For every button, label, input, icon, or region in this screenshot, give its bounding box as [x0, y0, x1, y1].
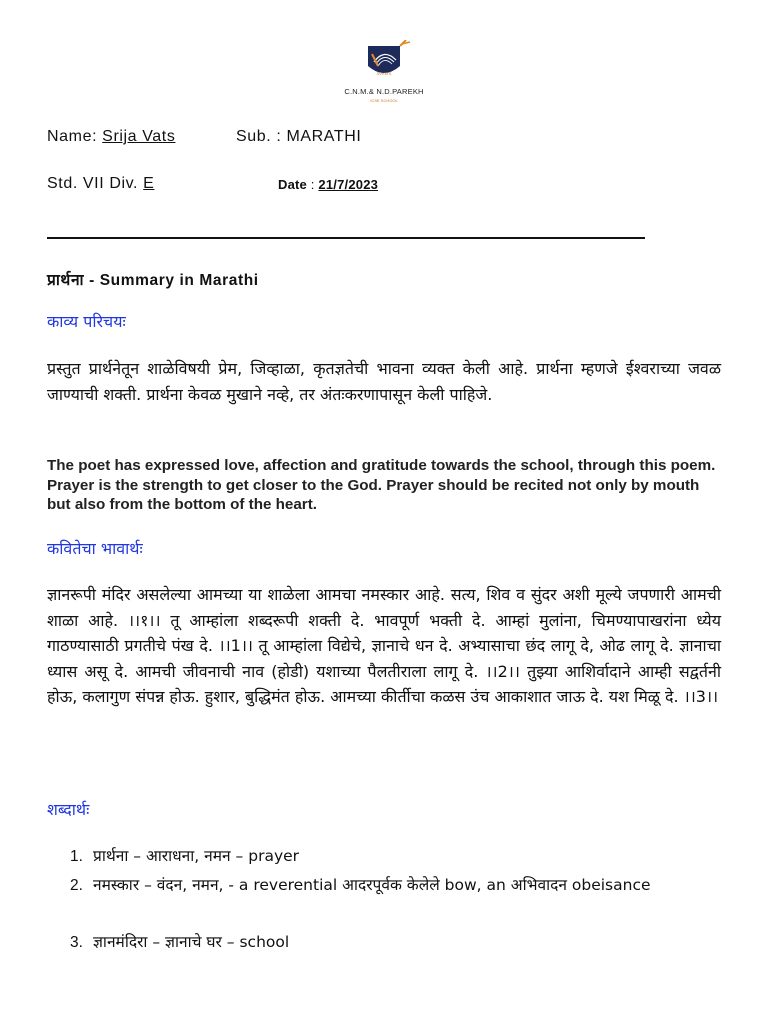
- std-row: [47, 175, 154, 193]
- list-text: नमस्कार – वंदन, नमन, - a reverential आदरपूर्वक केलेले bow, an अभिवादन obeisance: [93, 876, 651, 894]
- intro-english-text: The poet has expressed love, affection and gratitude towards the school, through this poem. Prayer is the strength to get closer to the God. Prayer should be recited not only by mouth but also from the bottom of the heart.: [47, 457, 716, 513]
- school-logo: [338, 40, 430, 104]
- list-number: 3.: [70, 934, 83, 951]
- title-marathi: प्रार्थना: [47, 271, 85, 289]
- meaning-text: ज्ञानरूपी मंदिर असलेल्या आमच्या या शाळेला आमचा नमस्कार आहे. सत्य, शिव व सुंदर अशी मूल्ये जपणारी आमची शाळा आहे. ।।१।। तू आम्हांला शब्दरूपी शक्ती दे. भावपूर्ण भक्ती दे. आम्हां मुलांना, चिमण्यापाखरांना ध्येय गाठण्यासाठी प्रगतीचे पंख दे. ।।1।। तू आम्हांला विद्येचे, ज्ञानाचे धन दे. अभ्यासाचा छंद लागू दे, ओढ लागू दे. ज्ञानाचा ध्यास असू दे. आमची जीवनाची नाव (होडी) यशाच्या पैलतीराला लागू दे. ।।2।। तुझ्या आशिर्वादाने आम्ही सद्वर्तनी होऊ, कलागुण संपन्न होऊ. हुशार, बुद्धिमंत होऊ. आमच्या कीर्तीचा कळस उंच आकाशात जाऊ दे. यश मिळू दे. ।।3।।: [47, 585, 721, 706]
- page-title: [47, 268, 259, 290]
- date-separator: :: [310, 177, 315, 192]
- title-english: - Summary in Marathi: [89, 272, 259, 289]
- intro-heading: काव्य परिचयः: [47, 312, 126, 331]
- list-number: 1.: [70, 848, 83, 865]
- date-row: [278, 177, 378, 192]
- list-item: [70, 871, 710, 900]
- date-value: 21/7/2023: [318, 177, 379, 192]
- logo-top-text: SVKM'S: [376, 71, 392, 76]
- school-tagline: ICSE SCHOOL: [370, 98, 398, 103]
- words-heading: शब्दार्थः: [47, 800, 90, 819]
- name-value: Srija Vats: [102, 128, 176, 145]
- subject-row: [236, 128, 361, 146]
- date-label: Date: [278, 177, 307, 192]
- name-label: Name:: [47, 128, 98, 145]
- list-number: 2.: [70, 877, 83, 894]
- subject-label: Sub. :: [236, 128, 282, 145]
- header-divider: [47, 237, 645, 239]
- div-value: E: [143, 175, 155, 192]
- list-text: ज्ञानमंदिरा – ज्ञानाचे घर – school: [93, 933, 290, 951]
- intro-text: प्रस्तुत प्रार्थनेतून शाळेविषयी प्रेम, जिव्हाळा, कृतज्ञतेची भावना व्यक्त केली आहे. प्रार्थना म्हणजे ईश्वराच्या जवळ जाण्याची शक्ती. प्रार्थना केवळ मुखाने नव्हे, तर अंतःकरणापासून केली पाहिजे.: [47, 359, 721, 404]
- subject-value: MARATHI: [286, 128, 362, 145]
- list-item: [70, 928, 710, 957]
- list-item: [70, 842, 710, 871]
- name-row: [47, 128, 175, 146]
- std-label: Std. VII Div.: [47, 175, 139, 192]
- meaning-heading: कवितेचा भावार्थः: [47, 539, 143, 558]
- school-name: C.N.M.& N.D.PAREKH: [344, 87, 424, 96]
- list-text: प्रार्थना – आराधना, नमन – prayer: [93, 847, 300, 865]
